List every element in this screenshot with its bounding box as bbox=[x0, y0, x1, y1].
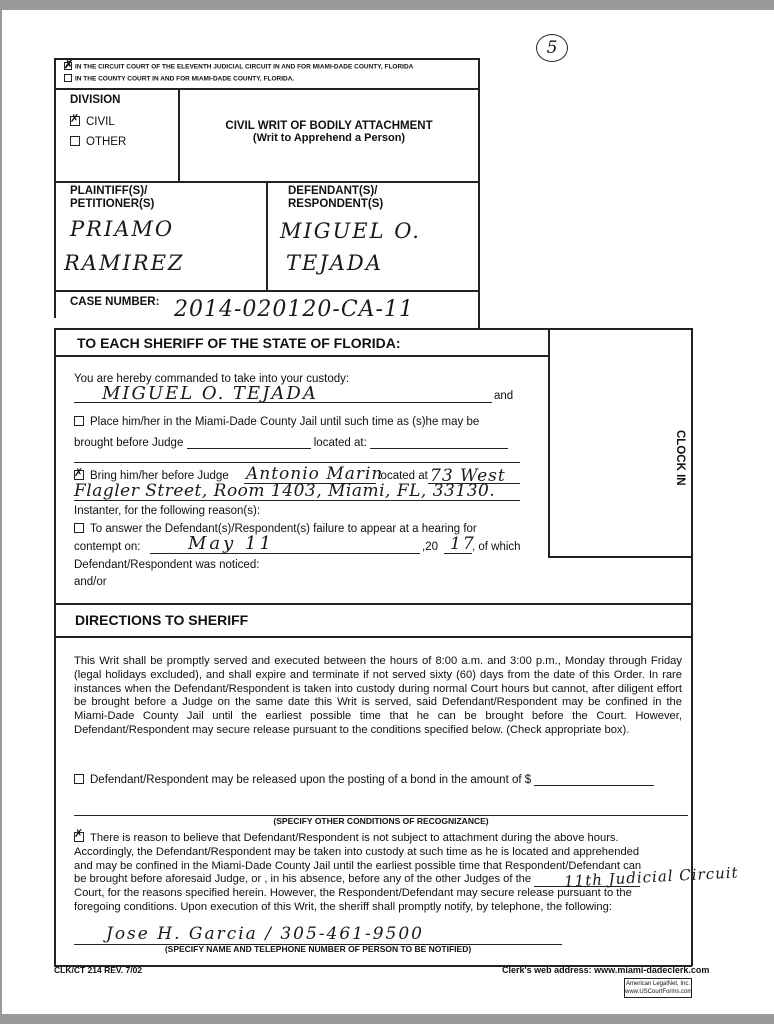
plaintiff-name-line2: RAMIREZ bbox=[64, 251, 185, 275]
civil-checkbox[interactable] bbox=[70, 116, 80, 126]
circuit-checkbox[interactable] bbox=[64, 62, 72, 70]
jail-option-line1: Place him/her in the Miami-Dade County Jail until such time as (s)he may be bbox=[74, 416, 479, 428]
noticed-label: Defendant/Respondent was noticed: bbox=[74, 559, 260, 571]
jail-judge-field[interactable] bbox=[187, 436, 311, 449]
jail-location-field[interactable] bbox=[370, 436, 508, 449]
defendant-label: DEFENDANT(S)/ RESPONDENT(S) bbox=[288, 185, 384, 210]
document-page bbox=[2, 10, 774, 1014]
year-prefix: ,20 bbox=[422, 541, 438, 553]
located-at-label: located at bbox=[378, 470, 428, 482]
and-label: and bbox=[494, 390, 514, 402]
andor-label: and/or bbox=[74, 576, 107, 588]
of-which-label: , of which bbox=[472, 541, 521, 553]
custody-person: MIGUEL O. TEJADA bbox=[102, 383, 318, 404]
bond-checkbox[interactable] bbox=[74, 774, 84, 784]
instanter-text: Instanter, for the following reason(s): bbox=[74, 505, 261, 517]
answer-checkbox[interactable] bbox=[74, 523, 84, 533]
reason-option: ✗There is reason to believe that Defendant/Respondent is not subject to attachment during the above hours. Accordingly, the Defendant/Respondent may be taken into custody at such time as he is located and apprehended and may be confined in the Miami-Dade County Jail until the earliest possible time that Respondent/Defendant can be brought before aforesaid Judge, or , in his absence, before any of the other Judges of the Court, for the reasons specified herein. However, the Respondent/Defendant may secure release pursuant to the foregoing conditions. Upon execution of this Writ, the sheriff shall promptly notify, by telephone, the following: bbox=[74, 832, 688, 915]
specify-other-caption: (SPECIFY OTHER CONDITIONS OF RECOGNIZANCE) bbox=[273, 816, 489, 826]
bond-option: Defendant/Respondent may be released upon the posting of a bond in the amount of $ bbox=[74, 773, 654, 786]
judge-name: Antonio Marin bbox=[246, 464, 384, 484]
bond-amount-field[interactable] bbox=[534, 773, 654, 786]
page-number-circle bbox=[536, 34, 568, 62]
jail-option-line2: brought before Judge located at: bbox=[74, 436, 508, 449]
plaintiff-label: PLAINTIFF(S)/ PETITIONER(S) bbox=[70, 185, 155, 210]
circuit-court-line: ✗IN THE CIRCUIT COURT OF THE ELEVENTH JUDICIAL CIRCUIT IN AND FOR MIAMI-DADE COUNTY, FLORIDA bbox=[64, 63, 413, 71]
directions-paragraph: This Writ shall be promptly served and executed between the hours of 8:00 a.m. and 3:00 p.m., Monday through Friday (legal holidays excluded), and shall expire and terminate if not served sixty (60) days from the date of this Order. In rare instances when the Defendant/Respondent is taken into custody during normal Court hours but cannot, after diligent effort be brought before a Judge on the same date this Writ is served, said Defendant/Respondent may be confined in the Miami-Dade County Jail until the earliest possible time that he can be brought before the Court. However, Defendant/Respondent may secure release pursuant to the conditions specified below. (Check appropriate box). bbox=[74, 655, 682, 736]
address-line1: 73 West bbox=[430, 466, 506, 486]
bring-option: ✗Bring him/her before Judge bbox=[74, 470, 229, 482]
case-number-value: 2014-020120-CA-11 bbox=[174, 297, 414, 322]
division-other: OTHER bbox=[70, 136, 126, 148]
publisher-box: American LegalNet, Inc. www.USCourtForms.com bbox=[624, 978, 692, 998]
jail-checkbox[interactable] bbox=[74, 416, 84, 426]
hearing-date: May 11 bbox=[188, 533, 274, 554]
division-label: DIVISION bbox=[70, 94, 121, 106]
page-number: 5 bbox=[546, 38, 558, 58]
hearing-year: 17 bbox=[450, 534, 476, 554]
form-id: CLK/CT 214 REV. 7/02 bbox=[54, 965, 143, 975]
case-number-label: CASE NUMBER: bbox=[70, 296, 160, 308]
county-court-line: IN THE COUNTY COURT IN AND FOR MIAMI-DADE COUNTY, FLORIDA. bbox=[64, 75, 294, 83]
defendant-name-line2: TEJADA bbox=[286, 251, 383, 275]
defendant-name-line1: MIGUEL O. bbox=[280, 219, 421, 243]
reason-checkbox[interactable] bbox=[74, 832, 84, 842]
notify-person: Jose H. Garcia / 305-461-9500 bbox=[106, 924, 424, 944]
plaintiff-name-line1: PRIAMO bbox=[70, 217, 175, 241]
division-civil: ✗CIVIL bbox=[70, 116, 115, 128]
contempt-on-label: contempt on: bbox=[74, 541, 141, 553]
other-checkbox[interactable] bbox=[70, 136, 80, 146]
answer-option: To answer the Defendant(s)/Respondent(s) failure to appear at a hearing for bbox=[74, 523, 477, 535]
bring-checkbox[interactable] bbox=[74, 470, 84, 480]
address-line2: Flagler Street, Room 1403, Miami, FL, 33130. bbox=[74, 481, 496, 501]
directions-heading: DIRECTIONS TO SHERIFF bbox=[75, 612, 249, 628]
clock-in-label: CLOCK IN bbox=[674, 430, 686, 486]
command-intro: You are hereby commanded to take into your custody: bbox=[74, 373, 350, 385]
county-checkbox[interactable] bbox=[64, 74, 72, 82]
specify-name-caption: (SPECIFY NAME AND TELEPHONE NUMBER OF PERSON TO BE NOTIFIED) bbox=[164, 944, 472, 954]
circuit-handwritten: 11th Judicial Circuit bbox=[563, 863, 740, 891]
document-title: CIVIL WRIT OF BODILY ATTACHMENT (Writ to Apprehend a Person) bbox=[225, 120, 433, 144]
sheriff-heading: TO EACH SHERIFF OF THE STATE OF FLORIDA: bbox=[77, 335, 401, 351]
clerk-web-address: Clerk's web address: www.miami-dadeclerk.com bbox=[502, 965, 710, 975]
